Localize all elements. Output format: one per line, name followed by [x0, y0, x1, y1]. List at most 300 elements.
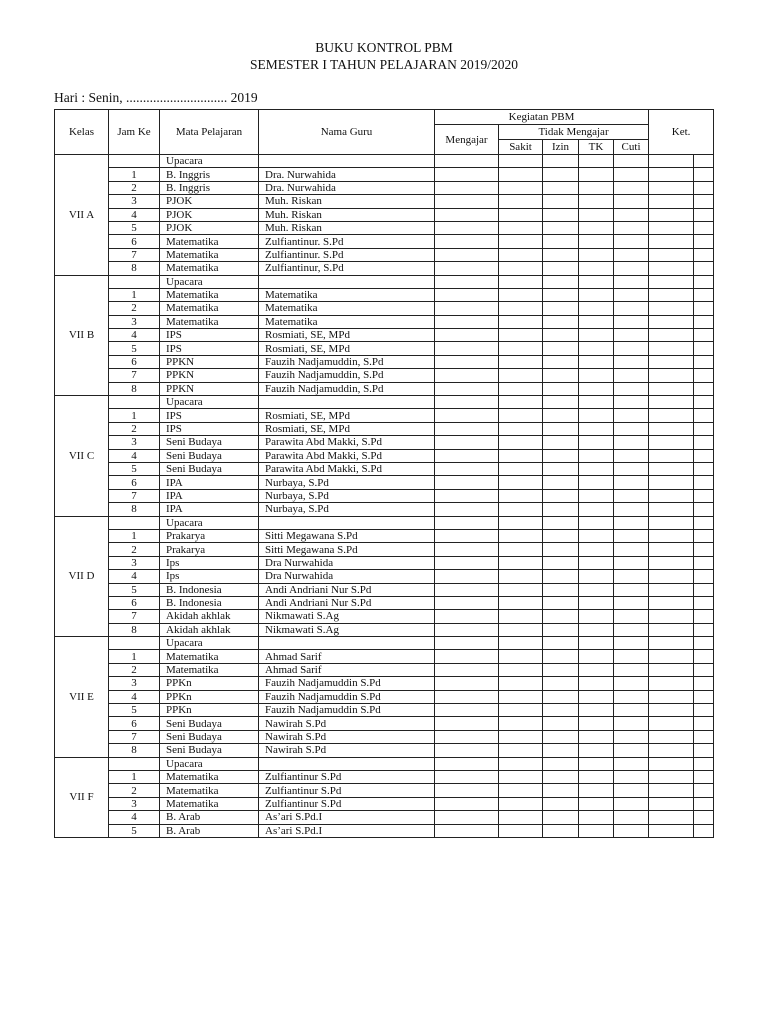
- cuti-cell[interactable]: [614, 704, 649, 717]
- cuti-cell[interactable]: [614, 650, 649, 663]
- mengajar-cell[interactable]: [435, 637, 499, 650]
- tk-cell[interactable]: [579, 650, 614, 663]
- ket-extra-cell[interactable]: [694, 677, 714, 690]
- ket-cell[interactable]: [649, 155, 694, 168]
- mengajar-cell[interactable]: [435, 262, 499, 275]
- mengajar-cell[interactable]: [435, 221, 499, 234]
- ket-extra-cell[interactable]: [694, 610, 714, 623]
- izin-cell[interactable]: [543, 824, 579, 837]
- sakit-cell[interactable]: [499, 409, 543, 422]
- ket-cell[interactable]: [649, 462, 694, 475]
- ket-cell[interactable]: [649, 717, 694, 730]
- tk-cell[interactable]: [579, 315, 614, 328]
- ket-extra-cell[interactable]: [694, 221, 714, 234]
- cuti-cell[interactable]: [614, 637, 649, 650]
- izin-cell[interactable]: [543, 556, 579, 569]
- sakit-cell[interactable]: [499, 677, 543, 690]
- izin-cell[interactable]: [543, 462, 579, 475]
- izin-cell[interactable]: [543, 436, 579, 449]
- mengajar-cell[interactable]: [435, 690, 499, 703]
- sakit-cell[interactable]: [499, 262, 543, 275]
- ket-extra-cell[interactable]: [694, 208, 714, 221]
- ket-cell[interactable]: [649, 288, 694, 301]
- mengajar-cell[interactable]: [435, 329, 499, 342]
- mengajar-cell[interactable]: [435, 288, 499, 301]
- sakit-cell[interactable]: [499, 476, 543, 489]
- izin-cell[interactable]: [543, 155, 579, 168]
- sakit-cell[interactable]: [499, 288, 543, 301]
- ket-cell[interactable]: [649, 824, 694, 837]
- tk-cell[interactable]: [579, 610, 614, 623]
- tk-cell[interactable]: [579, 596, 614, 609]
- ket-cell[interactable]: [649, 342, 694, 355]
- sakit-cell[interactable]: [499, 396, 543, 409]
- tk-cell[interactable]: [579, 195, 614, 208]
- tk-cell[interactable]: [579, 302, 614, 315]
- tk-cell[interactable]: [579, 288, 614, 301]
- sakit-cell[interactable]: [499, 248, 543, 261]
- tk-cell[interactable]: [579, 730, 614, 743]
- mengajar-cell[interactable]: [435, 315, 499, 328]
- mengajar-cell[interactable]: [435, 355, 499, 368]
- izin-cell[interactable]: [543, 489, 579, 502]
- tk-cell[interactable]: [579, 275, 614, 288]
- ket-extra-cell[interactable]: [694, 315, 714, 328]
- mengajar-cell[interactable]: [435, 556, 499, 569]
- mengajar-cell[interactable]: [435, 797, 499, 810]
- mengajar-cell[interactable]: [435, 784, 499, 797]
- ket-cell[interactable]: [649, 382, 694, 395]
- mengajar-cell[interactable]: [435, 195, 499, 208]
- ket-extra-cell[interactable]: [694, 369, 714, 382]
- tk-cell[interactable]: [579, 235, 614, 248]
- cuti-cell[interactable]: [614, 543, 649, 556]
- ket-cell[interactable]: [649, 663, 694, 676]
- mengajar-cell[interactable]: [435, 744, 499, 757]
- izin-cell[interactable]: [543, 168, 579, 181]
- sakit-cell[interactable]: [499, 462, 543, 475]
- tk-cell[interactable]: [579, 570, 614, 583]
- cuti-cell[interactable]: [614, 315, 649, 328]
- tk-cell[interactable]: [579, 717, 614, 730]
- sakit-cell[interactable]: [499, 730, 543, 743]
- cuti-cell[interactable]: [614, 797, 649, 810]
- mengajar-cell[interactable]: [435, 382, 499, 395]
- ket-extra-cell[interactable]: [694, 168, 714, 181]
- ket-extra-cell[interactable]: [694, 770, 714, 783]
- cuti-cell[interactable]: [614, 811, 649, 824]
- izin-cell[interactable]: [543, 235, 579, 248]
- ket-extra-cell[interactable]: [694, 811, 714, 824]
- ket-cell[interactable]: [649, 275, 694, 288]
- sakit-cell[interactable]: [499, 329, 543, 342]
- ket-cell[interactable]: [649, 730, 694, 743]
- ket-extra-cell[interactable]: [694, 784, 714, 797]
- izin-cell[interactable]: [543, 690, 579, 703]
- cuti-cell[interactable]: [614, 462, 649, 475]
- sakit-cell[interactable]: [499, 302, 543, 315]
- tk-cell[interactable]: [579, 476, 614, 489]
- ket-extra-cell[interactable]: [694, 516, 714, 529]
- cuti-cell[interactable]: [614, 195, 649, 208]
- izin-cell[interactable]: [543, 449, 579, 462]
- ket-extra-cell[interactable]: [694, 275, 714, 288]
- cuti-cell[interactable]: [614, 302, 649, 315]
- sakit-cell[interactable]: [499, 516, 543, 529]
- mengajar-cell[interactable]: [435, 489, 499, 502]
- mengajar-cell[interactable]: [435, 677, 499, 690]
- ket-extra-cell[interactable]: [694, 396, 714, 409]
- tk-cell[interactable]: [579, 449, 614, 462]
- tk-cell[interactable]: [579, 262, 614, 275]
- cuti-cell[interactable]: [614, 730, 649, 743]
- izin-cell[interactable]: [543, 784, 579, 797]
- tk-cell[interactable]: [579, 248, 614, 261]
- tk-cell[interactable]: [579, 529, 614, 542]
- tk-cell[interactable]: [579, 462, 614, 475]
- mengajar-cell[interactable]: [435, 824, 499, 837]
- izin-cell[interactable]: [543, 208, 579, 221]
- cuti-cell[interactable]: [614, 503, 649, 516]
- izin-cell[interactable]: [543, 623, 579, 636]
- mengajar-cell[interactable]: [435, 409, 499, 422]
- ket-extra-cell[interactable]: [694, 462, 714, 475]
- sakit-cell[interactable]: [499, 690, 543, 703]
- ket-extra-cell[interactable]: [694, 436, 714, 449]
- mengajar-cell[interactable]: [435, 449, 499, 462]
- izin-cell[interactable]: [543, 757, 579, 770]
- mengajar-cell[interactable]: [435, 570, 499, 583]
- ket-cell[interactable]: [649, 610, 694, 623]
- izin-cell[interactable]: [543, 302, 579, 315]
- mengajar-cell[interactable]: [435, 529, 499, 542]
- sakit-cell[interactable]: [499, 717, 543, 730]
- sakit-cell[interactable]: [499, 637, 543, 650]
- ket-extra-cell[interactable]: [694, 155, 714, 168]
- ket-cell[interactable]: [649, 449, 694, 462]
- cuti-cell[interactable]: [614, 275, 649, 288]
- sakit-cell[interactable]: [499, 811, 543, 824]
- tk-cell[interactable]: [579, 382, 614, 395]
- sakit-cell[interactable]: [499, 757, 543, 770]
- cuti-cell[interactable]: [614, 288, 649, 301]
- ket-extra-cell[interactable]: [694, 596, 714, 609]
- mengajar-cell[interactable]: [435, 248, 499, 261]
- izin-cell[interactable]: [543, 248, 579, 261]
- cuti-cell[interactable]: [614, 489, 649, 502]
- ket-extra-cell[interactable]: [694, 342, 714, 355]
- tk-cell[interactable]: [579, 637, 614, 650]
- sakit-cell[interactable]: [499, 583, 543, 596]
- tk-cell[interactable]: [579, 516, 614, 529]
- cuti-cell[interactable]: [614, 757, 649, 770]
- ket-cell[interactable]: [649, 637, 694, 650]
- ket-extra-cell[interactable]: [694, 382, 714, 395]
- ket-extra-cell[interactable]: [694, 262, 714, 275]
- ket-cell[interactable]: [649, 235, 694, 248]
- ket-cell[interactable]: [649, 195, 694, 208]
- ket-cell[interactable]: [649, 690, 694, 703]
- sakit-cell[interactable]: [499, 489, 543, 502]
- mengajar-cell[interactable]: [435, 583, 499, 596]
- ket-extra-cell[interactable]: [694, 637, 714, 650]
- cuti-cell[interactable]: [614, 168, 649, 181]
- mengajar-cell[interactable]: [435, 462, 499, 475]
- izin-cell[interactable]: [543, 811, 579, 824]
- tk-cell[interactable]: [579, 543, 614, 556]
- ket-extra-cell[interactable]: [694, 824, 714, 837]
- izin-cell[interactable]: [543, 369, 579, 382]
- ket-cell[interactable]: [649, 770, 694, 783]
- cuti-cell[interactable]: [614, 529, 649, 542]
- cuti-cell[interactable]: [614, 382, 649, 395]
- cuti-cell[interactable]: [614, 623, 649, 636]
- ket-cell[interactable]: [649, 181, 694, 194]
- mengajar-cell[interactable]: [435, 422, 499, 435]
- tk-cell[interactable]: [579, 329, 614, 342]
- ket-cell[interactable]: [649, 650, 694, 663]
- cuti-cell[interactable]: [614, 262, 649, 275]
- mengajar-cell[interactable]: [435, 650, 499, 663]
- mengajar-cell[interactable]: [435, 516, 499, 529]
- mengajar-cell[interactable]: [435, 704, 499, 717]
- tk-cell[interactable]: [579, 797, 614, 810]
- mengajar-cell[interactable]: [435, 342, 499, 355]
- cuti-cell[interactable]: [614, 770, 649, 783]
- ket-extra-cell[interactable]: [694, 489, 714, 502]
- ket-cell[interactable]: [649, 596, 694, 609]
- cuti-cell[interactable]: [614, 610, 649, 623]
- sakit-cell[interactable]: [499, 221, 543, 234]
- ket-cell[interactable]: [649, 315, 694, 328]
- mengajar-cell[interactable]: [435, 623, 499, 636]
- tk-cell[interactable]: [579, 181, 614, 194]
- tk-cell[interactable]: [579, 663, 614, 676]
- sakit-cell[interactable]: [499, 355, 543, 368]
- sakit-cell[interactable]: [499, 208, 543, 221]
- ket-cell[interactable]: [649, 476, 694, 489]
- mengajar-cell[interactable]: [435, 757, 499, 770]
- ket-cell[interactable]: [649, 623, 694, 636]
- ket-extra-cell[interactable]: [694, 288, 714, 301]
- tk-cell[interactable]: [579, 369, 614, 382]
- cuti-cell[interactable]: [614, 355, 649, 368]
- tk-cell[interactable]: [579, 677, 614, 690]
- ket-cell[interactable]: [649, 329, 694, 342]
- ket-cell[interactable]: [649, 262, 694, 275]
- izin-cell[interactable]: [543, 797, 579, 810]
- izin-cell[interactable]: [543, 650, 579, 663]
- cuti-cell[interactable]: [614, 583, 649, 596]
- tk-cell[interactable]: [579, 623, 614, 636]
- sakit-cell[interactable]: [499, 824, 543, 837]
- izin-cell[interactable]: [543, 315, 579, 328]
- ket-extra-cell[interactable]: [694, 744, 714, 757]
- ket-cell[interactable]: [649, 797, 694, 810]
- ket-extra-cell[interactable]: [694, 529, 714, 542]
- ket-extra-cell[interactable]: [694, 556, 714, 569]
- cuti-cell[interactable]: [614, 744, 649, 757]
- sakit-cell[interactable]: [499, 663, 543, 676]
- cuti-cell[interactable]: [614, 329, 649, 342]
- sakit-cell[interactable]: [499, 449, 543, 462]
- cuti-cell[interactable]: [614, 181, 649, 194]
- tk-cell[interactable]: [579, 583, 614, 596]
- tk-cell[interactable]: [579, 811, 614, 824]
- sakit-cell[interactable]: [499, 503, 543, 516]
- sakit-cell[interactable]: [499, 650, 543, 663]
- izin-cell[interactable]: [543, 181, 579, 194]
- izin-cell[interactable]: [543, 677, 579, 690]
- izin-cell[interactable]: [543, 422, 579, 435]
- sakit-cell[interactable]: [499, 342, 543, 355]
- izin-cell[interactable]: [543, 342, 579, 355]
- izin-cell[interactable]: [543, 288, 579, 301]
- izin-cell[interactable]: [543, 275, 579, 288]
- cuti-cell[interactable]: [614, 516, 649, 529]
- ket-cell[interactable]: [649, 744, 694, 757]
- sakit-cell[interactable]: [499, 195, 543, 208]
- ket-cell[interactable]: [649, 409, 694, 422]
- cuti-cell[interactable]: [614, 570, 649, 583]
- ket-extra-cell[interactable]: [694, 302, 714, 315]
- mengajar-cell[interactable]: [435, 717, 499, 730]
- cuti-cell[interactable]: [614, 208, 649, 221]
- izin-cell[interactable]: [543, 583, 579, 596]
- mengajar-cell[interactable]: [435, 436, 499, 449]
- izin-cell[interactable]: [543, 221, 579, 234]
- ket-cell[interactable]: [649, 248, 694, 261]
- ket-extra-cell[interactable]: [694, 690, 714, 703]
- ket-cell[interactable]: [649, 784, 694, 797]
- sakit-cell[interactable]: [499, 744, 543, 757]
- sakit-cell[interactable]: [499, 275, 543, 288]
- izin-cell[interactable]: [543, 543, 579, 556]
- cuti-cell[interactable]: [614, 342, 649, 355]
- ket-cell[interactable]: [649, 811, 694, 824]
- ket-cell[interactable]: [649, 355, 694, 368]
- tk-cell[interactable]: [579, 770, 614, 783]
- tk-cell[interactable]: [579, 784, 614, 797]
- ket-extra-cell[interactable]: [694, 570, 714, 583]
- ket-cell[interactable]: [649, 436, 694, 449]
- mengajar-cell[interactable]: [435, 208, 499, 221]
- ket-cell[interactable]: [649, 422, 694, 435]
- tk-cell[interactable]: [579, 221, 614, 234]
- sakit-cell[interactable]: [499, 155, 543, 168]
- ket-cell[interactable]: [649, 369, 694, 382]
- sakit-cell[interactable]: [499, 369, 543, 382]
- ket-cell[interactable]: [649, 529, 694, 542]
- izin-cell[interactable]: [543, 329, 579, 342]
- cuti-cell[interactable]: [614, 436, 649, 449]
- ket-cell[interactable]: [649, 543, 694, 556]
- izin-cell[interactable]: [543, 770, 579, 783]
- mengajar-cell[interactable]: [435, 730, 499, 743]
- ket-cell[interactable]: [649, 208, 694, 221]
- mengajar-cell[interactable]: [435, 811, 499, 824]
- ket-cell[interactable]: [649, 489, 694, 502]
- ket-extra-cell[interactable]: [694, 623, 714, 636]
- mengajar-cell[interactable]: [435, 596, 499, 609]
- ket-extra-cell[interactable]: [694, 409, 714, 422]
- izin-cell[interactable]: [543, 476, 579, 489]
- tk-cell[interactable]: [579, 342, 614, 355]
- mengajar-cell[interactable]: [435, 543, 499, 556]
- sakit-cell[interactable]: [499, 529, 543, 542]
- mengajar-cell[interactable]: [435, 168, 499, 181]
- tk-cell[interactable]: [579, 690, 614, 703]
- ket-extra-cell[interactable]: [694, 543, 714, 556]
- tk-cell[interactable]: [579, 489, 614, 502]
- ket-cell[interactable]: [649, 704, 694, 717]
- sakit-cell[interactable]: [499, 797, 543, 810]
- ket-extra-cell[interactable]: [694, 476, 714, 489]
- izin-cell[interactable]: [543, 637, 579, 650]
- ket-extra-cell[interactable]: [694, 717, 714, 730]
- cuti-cell[interactable]: [614, 690, 649, 703]
- tk-cell[interactable]: [579, 409, 614, 422]
- izin-cell[interactable]: [543, 195, 579, 208]
- ket-extra-cell[interactable]: [694, 663, 714, 676]
- sakit-cell[interactable]: [499, 422, 543, 435]
- izin-cell[interactable]: [543, 610, 579, 623]
- izin-cell[interactable]: [543, 396, 579, 409]
- izin-cell[interactable]: [543, 570, 579, 583]
- tk-cell[interactable]: [579, 208, 614, 221]
- cuti-cell[interactable]: [614, 677, 649, 690]
- tk-cell[interactable]: [579, 396, 614, 409]
- ket-extra-cell[interactable]: [694, 248, 714, 261]
- ket-extra-cell[interactable]: [694, 704, 714, 717]
- mengajar-cell[interactable]: [435, 155, 499, 168]
- ket-extra-cell[interactable]: [694, 730, 714, 743]
- cuti-cell[interactable]: [614, 396, 649, 409]
- sakit-cell[interactable]: [499, 570, 543, 583]
- tk-cell[interactable]: [579, 155, 614, 168]
- izin-cell[interactable]: [543, 730, 579, 743]
- cuti-cell[interactable]: [614, 248, 649, 261]
- cuti-cell[interactable]: [614, 717, 649, 730]
- mengajar-cell[interactable]: [435, 476, 499, 489]
- tk-cell[interactable]: [579, 436, 614, 449]
- cuti-cell[interactable]: [614, 556, 649, 569]
- izin-cell[interactable]: [543, 503, 579, 516]
- sakit-cell[interactable]: [499, 382, 543, 395]
- ket-extra-cell[interactable]: [694, 757, 714, 770]
- tk-cell[interactable]: [579, 168, 614, 181]
- mengajar-cell[interactable]: [435, 181, 499, 194]
- sakit-cell[interactable]: [499, 784, 543, 797]
- sakit-cell[interactable]: [499, 543, 543, 556]
- sakit-cell[interactable]: [499, 770, 543, 783]
- ket-cell[interactable]: [649, 396, 694, 409]
- ket-cell[interactable]: [649, 302, 694, 315]
- izin-cell[interactable]: [543, 717, 579, 730]
- cuti-cell[interactable]: [614, 409, 649, 422]
- ket-extra-cell[interactable]: [694, 422, 714, 435]
- izin-cell[interactable]: [543, 596, 579, 609]
- tk-cell[interactable]: [579, 757, 614, 770]
- ket-extra-cell[interactable]: [694, 503, 714, 516]
- ket-extra-cell[interactable]: [694, 195, 714, 208]
- sakit-cell[interactable]: [499, 315, 543, 328]
- cuti-cell[interactable]: [614, 824, 649, 837]
- sakit-cell[interactable]: [499, 556, 543, 569]
- cuti-cell[interactable]: [614, 663, 649, 676]
- izin-cell[interactable]: [543, 516, 579, 529]
- sakit-cell[interactable]: [499, 610, 543, 623]
